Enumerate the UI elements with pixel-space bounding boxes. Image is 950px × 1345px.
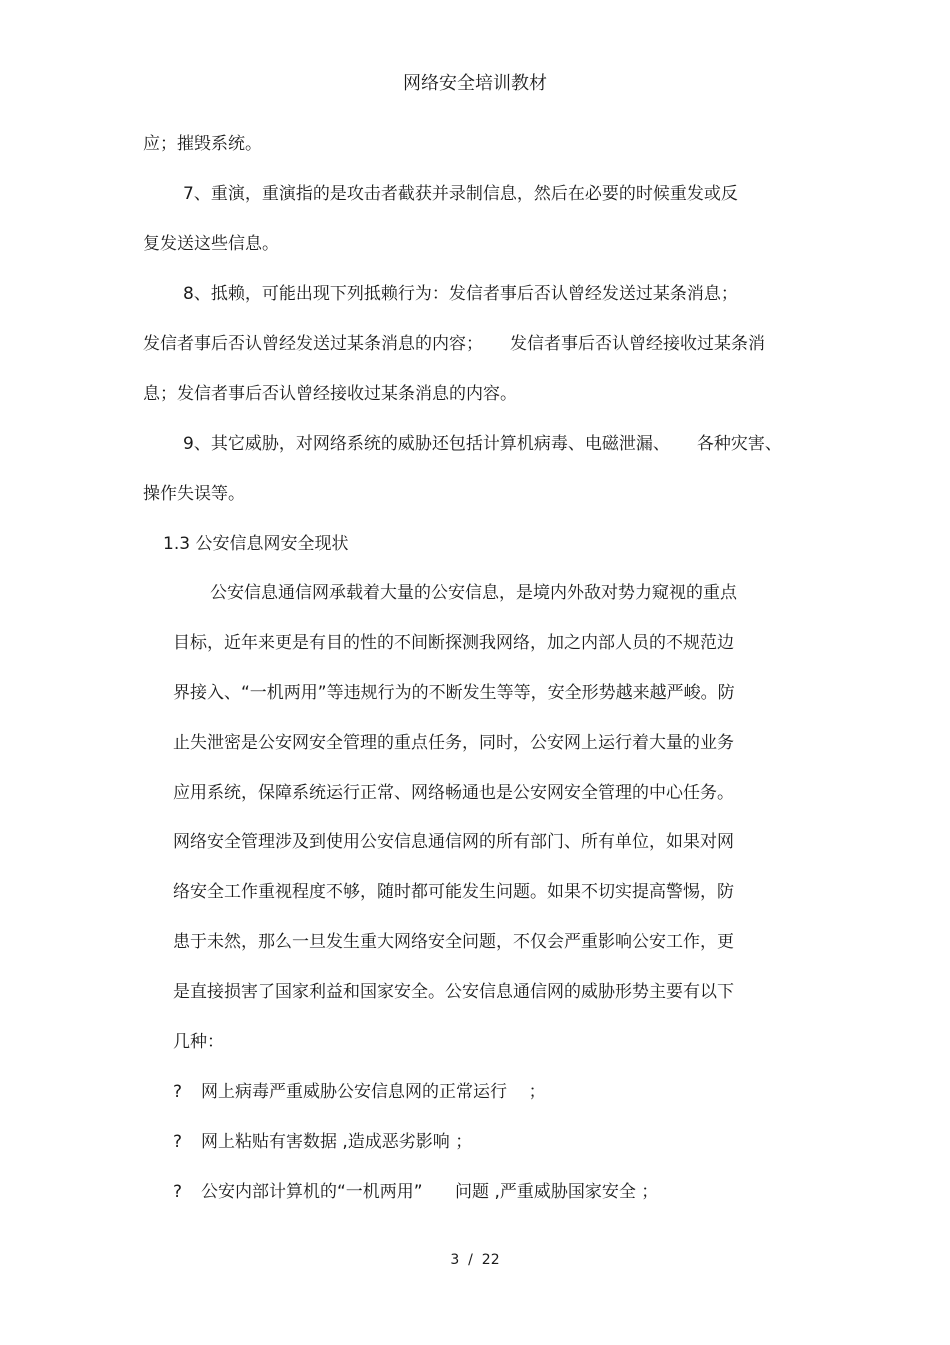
paragraph-item-7-line-2: 复发送这些信息。 [143, 234, 279, 254]
page-title: 网络安全培训教材 [403, 73, 547, 94]
paragraph-item-8-line-1: 8、抵赖，可能出现下列抵赖行为：发信者事后否认曾经发送过某条消息； [183, 284, 738, 304]
bullet-text: 网上粘贴有害数据 ,造成恶劣影响 ； [201, 1132, 473, 1152]
body-line-3: 界接入、“一机两用”等违规行为的不断发生等等，安全形势越来越严峻。防 [173, 683, 735, 703]
paragraph-continuation-line: 应；摧毁系统。 [143, 134, 262, 154]
bullet-text: 公安内部计算机的“一机两用” 问题 ,严重威胁国家安全 ； [201, 1182, 659, 1202]
paragraph-item-8-line-3: 息；发信者事后否认曾经接收过某条消息的内容。 [143, 384, 517, 404]
body-line-4: 止失泄密是公安网安全管理的重点任务，同时，公安网上运行着大量的业务 [173, 733, 734, 753]
body-line-6: 网络安全管理涉及到使用公安信息通信网的所有部门、所有单位，如果对网 [173, 832, 734, 852]
bullet-marker: ? [173, 1182, 183, 1202]
body-line-8: 患于未然，那么一旦发生重大网络安全问题，不仅会严重影响公安工作，更 [173, 932, 734, 952]
body-line-1: 公安信息通信网承载着大量的公安信息，是境内外敌对势力窥视的重点 [210, 583, 737, 603]
body-line-2: 目标，近年来更是有目的性的不间断探测我网络，加之内部人员的不规范边 [173, 633, 734, 653]
body-line-9: 是直接损害了国家利益和国家安全。公安信息通信网的威胁形势主要有以下 [173, 982, 734, 1002]
body-line-5: 应用系统，保障系统运行正常、网络畅通也是公安网安全管理的中心任务。 [173, 783, 734, 803]
bullet-marker: ? [173, 1082, 183, 1102]
bullet-marker: ? [173, 1132, 183, 1152]
page-number: 3 / 22 [450, 1252, 500, 1268]
body-line-10: 几种： [173, 1032, 224, 1052]
paragraph-item-9-line-2: 操作失误等。 [143, 484, 245, 504]
section-heading: 1.3 公安信息网安全现状 [163, 534, 349, 554]
paragraph-item-8-line-2: 发信者事后否认曾经发送过某条消息的内容； 发信者事后否认曾经接收过某条消 [143, 334, 766, 354]
body-line-7: 络安全工作重视程度不够，随时都可能发生问题。如果不切实提高警惕，防 [173, 882, 734, 902]
paragraph-item-9-line-1: 9、其它威胁，对网络系统的威胁还包括计算机病毒、电磁泄漏、 各种灾害、 [183, 434, 782, 454]
paragraph-item-7-line-1: 7、重演，重演指的是攻击者截获并录制信息，然后在必要的时候重发或反 [183, 184, 738, 204]
bullet-text: 网上病毒严重威胁公安信息网的正常运行 ； [201, 1082, 546, 1102]
